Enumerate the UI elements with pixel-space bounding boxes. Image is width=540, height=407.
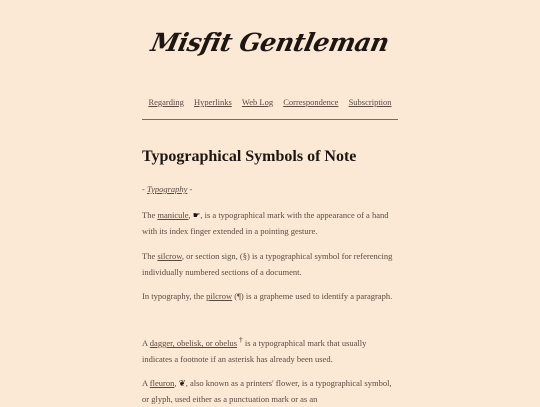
paragraph-pilcrow — [142, 288, 398, 304]
article-title: Typographical Symbols of Note — [142, 148, 357, 165]
site-logo[interactable]: Misfit Gentleman — [148, 28, 392, 57]
tag-suffix: - — [187, 184, 193, 194]
paragraph-text: A — [142, 378, 150, 388]
paragraph-text: The — [142, 210, 158, 220]
main-nav — [0, 97, 540, 107]
silcrow-link[interactable]: silcrow — [157, 251, 182, 261]
manicule-link[interactable]: manicule — [157, 210, 189, 220]
paragraph-text: (¶) is a grapheme used to identify a paragraph. — [232, 291, 393, 301]
paragraph-text: A — [142, 337, 150, 348]
paragraph-text: In typography, the — [142, 291, 207, 301]
article-tag — [142, 184, 192, 194]
paragraph-text: , — [188, 210, 193, 220]
fleuron-icon: ❦ — [178, 378, 186, 388]
dagger-link[interactable]: dagger, obelisk, or obelus — [149, 337, 238, 348]
manicule-icon: ☛ — [192, 210, 201, 220]
paragraph-text: , also known as a printers' flower, is a typographical symbol, or glyph, used either as a punctuation mark or as an — [142, 378, 392, 404]
paragraph-manicule — [142, 207, 398, 239]
paragraph-dagger — [142, 332, 398, 367]
dagger-icon: † — [239, 336, 243, 344]
paragraph-fleuron — [142, 375, 398, 407]
nav-item-regarding[interactable]: Regarding — [148, 97, 184, 107]
nav-item-correspondence[interactable]: Correspondence — [283, 97, 339, 107]
paragraph-text: is a typographical mark that usually indicates a footnote if an asterisk has already been used. — [142, 337, 367, 364]
paragraph-text: , is a typographical mark with the appearance of a hand with its index finger extended in a pointing gesture. — [142, 210, 389, 236]
paragraph-text: , or section sign, (§) is a typographical symbol for referencing individually numbered sections of a document. — [142, 251, 393, 277]
paragraph-text: The — [142, 251, 158, 261]
tag-typography-link[interactable]: Typography — [146, 184, 188, 194]
nav-item-subscription[interactable]: Subscription — [348, 97, 392, 107]
fleuron-link[interactable]: fleuron — [149, 378, 175, 388]
pilcrow-link[interactable]: pilcrow — [206, 291, 233, 301]
paragraph-silcrow — [142, 248, 398, 280]
nav-item-web-log[interactable]: Web Log — [241, 97, 274, 107]
tag-prefix: - — [142, 184, 147, 194]
nav-item-hyperlinks[interactable]: Hyperlinks — [193, 97, 232, 107]
paragraph-text: , — [174, 378, 179, 388]
header-divider — [142, 119, 398, 120]
